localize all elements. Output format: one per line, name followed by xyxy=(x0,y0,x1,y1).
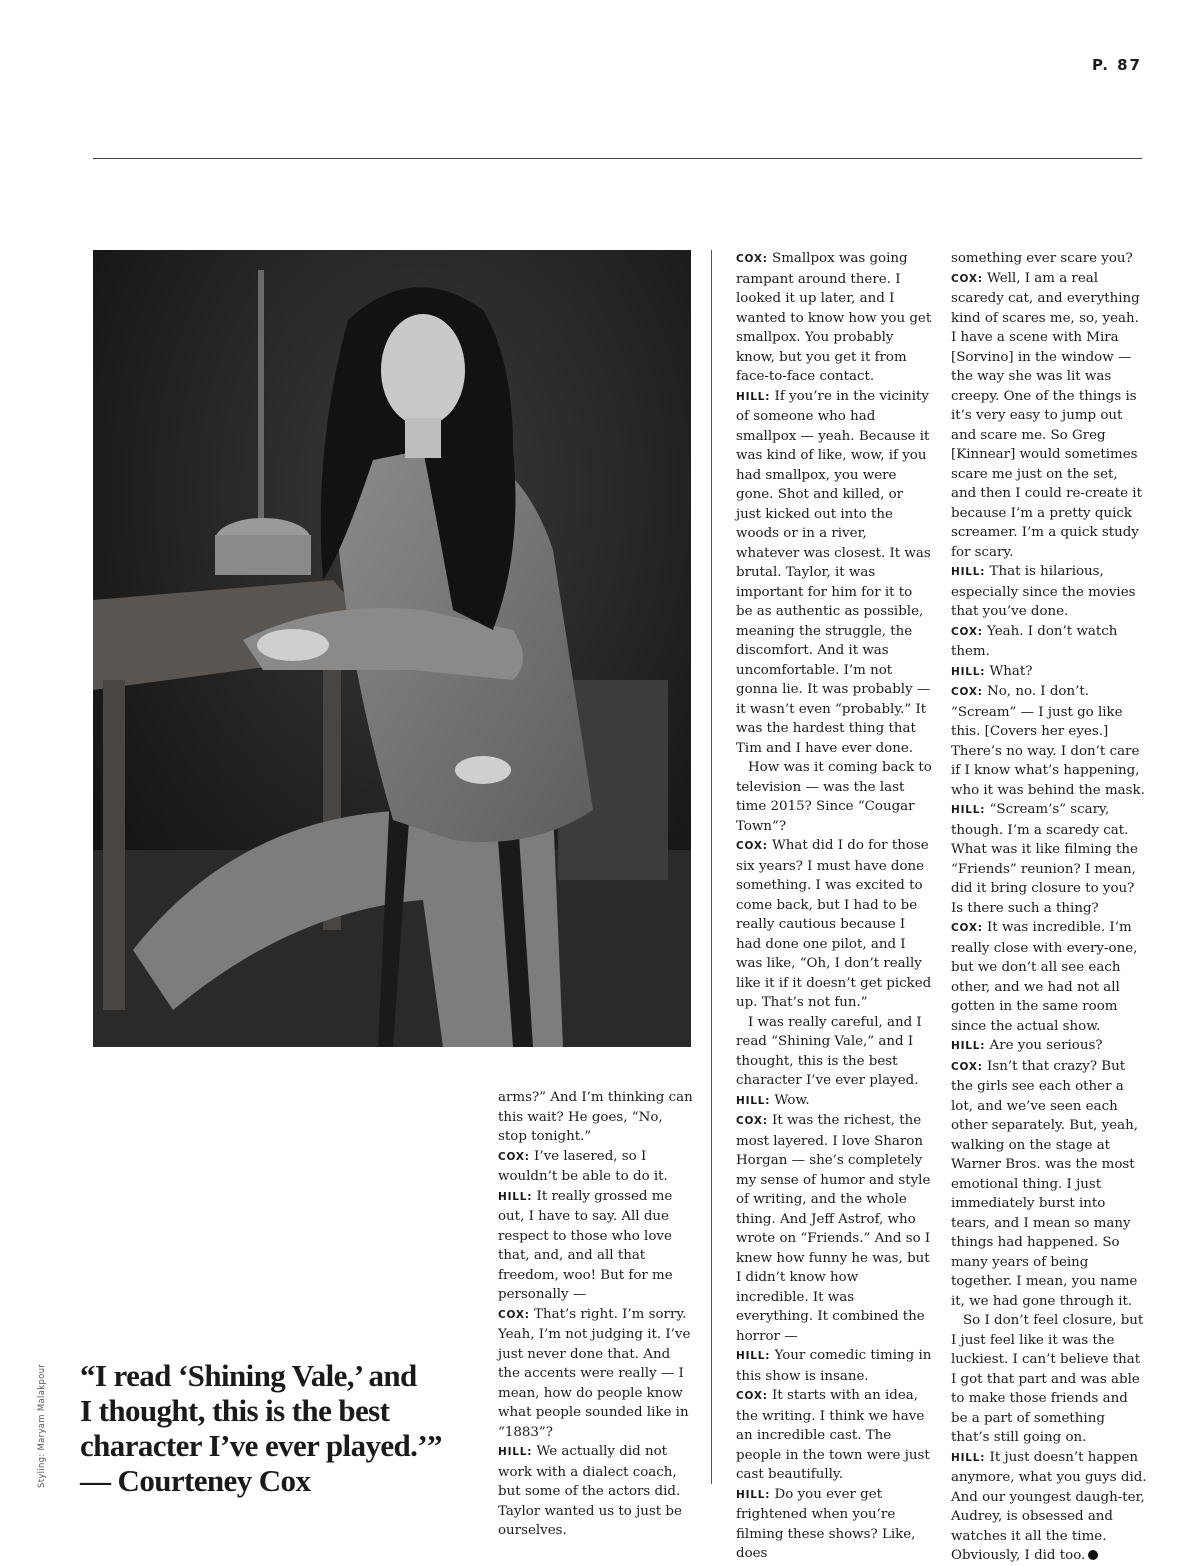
paragraph-text: I was really careful, and I read “Shining Vale,” and I thought, this is the best character I’ve ever played. xyxy=(736,1014,922,1088)
speaker-label: HILL: xyxy=(951,804,986,816)
paragraph-text: It was the richest, the most layered. I love Sharon Horgan — she’s completely my sense of humor and style of writing, and the whole thing. And Jeff Astrof, who wrote on “Friends.” And so I knew how funny he was, but I didn’t know how incredible. It was everything. It combined the horror — xyxy=(736,1113,931,1344)
paragraph-text: Isn’t that crazy? But the girls see each other a lot, and we’ve seen each other separately. But, yeah, walking on the stage at Warner Bros. was the most emotional thing. I just immediately burst into tears, and I mean so many things had happened. So many years of being together. I mean, you name it, we had gone through it. xyxy=(951,1058,1138,1309)
speaker-label: COX: xyxy=(951,686,983,698)
paragraph-text: It just doesn’t happen anymore, what you guys did. And our youngest daugh-ter, Audrey, is obsessed and watches it all the time. Obviously, I did too. xyxy=(951,1449,1147,1563)
paragraph-text: That is hilarious, especially since the movies that you’ve done. xyxy=(951,564,1136,619)
interview-answer xyxy=(951,622,1147,662)
interview-answer xyxy=(736,387,932,759)
speaker-label: COX: xyxy=(498,1308,530,1321)
paragraph-text: Wow. xyxy=(774,1092,810,1108)
paragraph-text: It was incredible. I’m really close with every-one, but we don’t all see each other, and we had not all gotten in the same room since the actual show. xyxy=(951,920,1138,1034)
header-rule xyxy=(93,158,1142,159)
speaker-label: HILL: xyxy=(736,390,771,403)
speaker-label: HILL: xyxy=(951,1451,986,1464)
interview-answer xyxy=(736,1111,932,1346)
interview-answer xyxy=(736,1386,932,1485)
interview-paragraph xyxy=(951,249,1147,269)
interview-answer xyxy=(736,1485,932,1564)
speaker-label: HILL: xyxy=(951,1040,986,1052)
paragraph-text: I’ve lasered, so I wouldn’t be able to do it. xyxy=(498,1148,668,1184)
speaker-label: COX: xyxy=(951,1060,983,1073)
paragraph-text: It really grossed me out, I have to say. All due respect to those who love that, and, and all that freedom, woo! But for me personally — xyxy=(498,1188,673,1302)
interview-answer xyxy=(736,1091,932,1112)
interview-answer xyxy=(951,918,1147,1036)
interview-answer xyxy=(736,1346,932,1386)
page-number: P. 87 xyxy=(1091,56,1142,74)
speaker-label: HILL: xyxy=(736,1350,771,1362)
paragraph-text: “Scream’s” scary, though. I’m a scaredy cat. What was it like filming the “Friends” reunion? I mean, did it bring closure to you? Is there such a thing? xyxy=(951,802,1138,916)
end-mark xyxy=(1088,1550,1098,1560)
paragraph-text: arms?” And I’m thinking can this wait? He goes, “No, stop tonight.” xyxy=(498,1090,693,1144)
speaker-label: HILL: xyxy=(498,1190,533,1203)
column-divider xyxy=(711,250,712,1484)
paragraph-text: Well, I am a real scaredy cat, and everything kind of scares me, so, yeah. I have a scene with Mira [Sorvino] in the window — the way she was lit was creepy. One of the things is it’s very easy to jump out and scare me. So Greg [Kinnear] would sometimes scare me just on the set, and then I could re-create it because I’m a pretty quick screamer. I’m a quick study for scary. xyxy=(951,270,1142,560)
paragraph-text: Smallpox was going rampant around there. I looked it up later, and I wanted to know how you get smallpox. You probably know, but you get it from face-to-face contact. xyxy=(736,251,932,384)
pull-quote-line: I thought, this is the best xyxy=(80,1393,390,1428)
article-column-3 xyxy=(951,249,1147,1566)
pull-quote-attribution: — Courteney Cox xyxy=(80,1463,311,1498)
interview-answer xyxy=(498,1442,694,1541)
interview-answer xyxy=(498,1305,694,1443)
interview-paragraph xyxy=(736,758,932,836)
interview-answer xyxy=(951,682,1147,800)
styling-credit: Styling: Maryam Malakpour xyxy=(37,1363,47,1488)
interview-answer xyxy=(951,800,1147,918)
interview-paragraph xyxy=(951,1311,1147,1448)
pull-quote xyxy=(80,1358,460,1498)
interview-answer xyxy=(951,562,1147,622)
interview-answer xyxy=(498,1147,694,1187)
pull-quote-line: “I read ‘Shining Vale,’ and xyxy=(80,1358,417,1393)
paragraph-text: Your comedic timing in this show is insane. xyxy=(736,1348,932,1384)
paragraph-text: If you’re in the vicinity of someone who had smallpox — yeah. Because it was kind of like, wow, if you had smallpox, you were gone. Shot and killed, or just kicked out into the woods or in a river, whatever was closest. It was brutal. Taylor, it was important for him for it to be as authentic as possible, meaning the struggle, the discomfort. And it was uncomfortable. I’m not gonna lie. It was probably — it wasn’t even “probably.” It was the hardest thing that Tim and I have ever done. xyxy=(736,388,931,756)
interview-paragraph xyxy=(498,1088,694,1147)
speaker-label: COX: xyxy=(736,253,768,265)
speaker-label: COX: xyxy=(951,625,983,638)
speaker-label: HILL: xyxy=(736,1488,771,1501)
interview-answer xyxy=(951,1057,1147,1312)
speaker-label: COX: xyxy=(736,1115,768,1127)
interview-answer xyxy=(498,1187,694,1305)
portrait-photo xyxy=(93,250,691,1047)
interview-answer xyxy=(951,1448,1147,1566)
speaker-label: HILL: xyxy=(736,1094,771,1107)
paragraph-text: Yeah. I don’t watch them. xyxy=(951,623,1118,659)
speaker-label: COX: xyxy=(736,840,768,852)
paragraph-text: What did I do for those six years? I must have done something. I was excited to come back, but I had to be really cautious because I had done one pilot, and I was like, “Oh, I don’t really like it if it doesn’t get picked up. That’s not fun.” xyxy=(736,838,932,1010)
paragraph-text: It starts with an idea, the writing. I think we have an incredible cast. The people in the town were just cast beautifully. xyxy=(736,1388,930,1482)
paragraph-text: What? xyxy=(989,663,1033,679)
interview-answer xyxy=(951,662,1147,683)
paragraph-text: That’s right. I’m sorry. Yeah, I’m not judging it. I’ve just never done that. And the accents were really — I mean, how do people know what people sounded like in “1883”? xyxy=(498,1306,691,1440)
interview-answer xyxy=(951,1036,1147,1057)
paragraph-text: Are you serious? xyxy=(989,1038,1103,1053)
speaker-label: COX: xyxy=(951,922,983,934)
paragraph-text: Do you ever get frightened when you’re filming these shows? Like, does xyxy=(736,1486,916,1561)
speaker-label: HILL: xyxy=(951,566,986,578)
paragraph-text: No, no. I don’t. “Scream” — I just go like this. [Covers her eyes.] There’s no way. I don’t care if I know what’s happening, who it was behind the mask. xyxy=(951,684,1145,798)
pull-quote-line: character I’ve ever played.’” xyxy=(80,1428,442,1463)
paragraph-text: something ever scare you? xyxy=(951,251,1133,266)
paragraph-text: How was it coming back to television — was the last time 2015? Since “Cougar Town”? xyxy=(736,760,932,834)
article-column-1 xyxy=(498,1088,694,1541)
interview-answer xyxy=(736,249,932,387)
interview-answer xyxy=(736,836,932,1013)
interview-answer xyxy=(951,269,1147,563)
speaker-label: HILL: xyxy=(498,1446,533,1458)
paragraph-text: So I don’t feel closure, but I just feel like it was the luckiest. I can’t believe that I got that part and was able to make those friends and be a part of something that’s still going on. xyxy=(951,1313,1144,1445)
speaker-label: COX: xyxy=(951,272,983,285)
paragraph-text: We actually did not work with a dialect coach, but some of the actors did. Taylor wanted us to just be ourselves. xyxy=(498,1444,682,1538)
speaker-label: HILL: xyxy=(951,665,986,678)
speaker-label: COX: xyxy=(498,1150,530,1163)
interview-paragraph xyxy=(736,1013,932,1091)
speaker-label: COX: xyxy=(736,1390,768,1402)
article-column-2 xyxy=(736,249,932,1564)
